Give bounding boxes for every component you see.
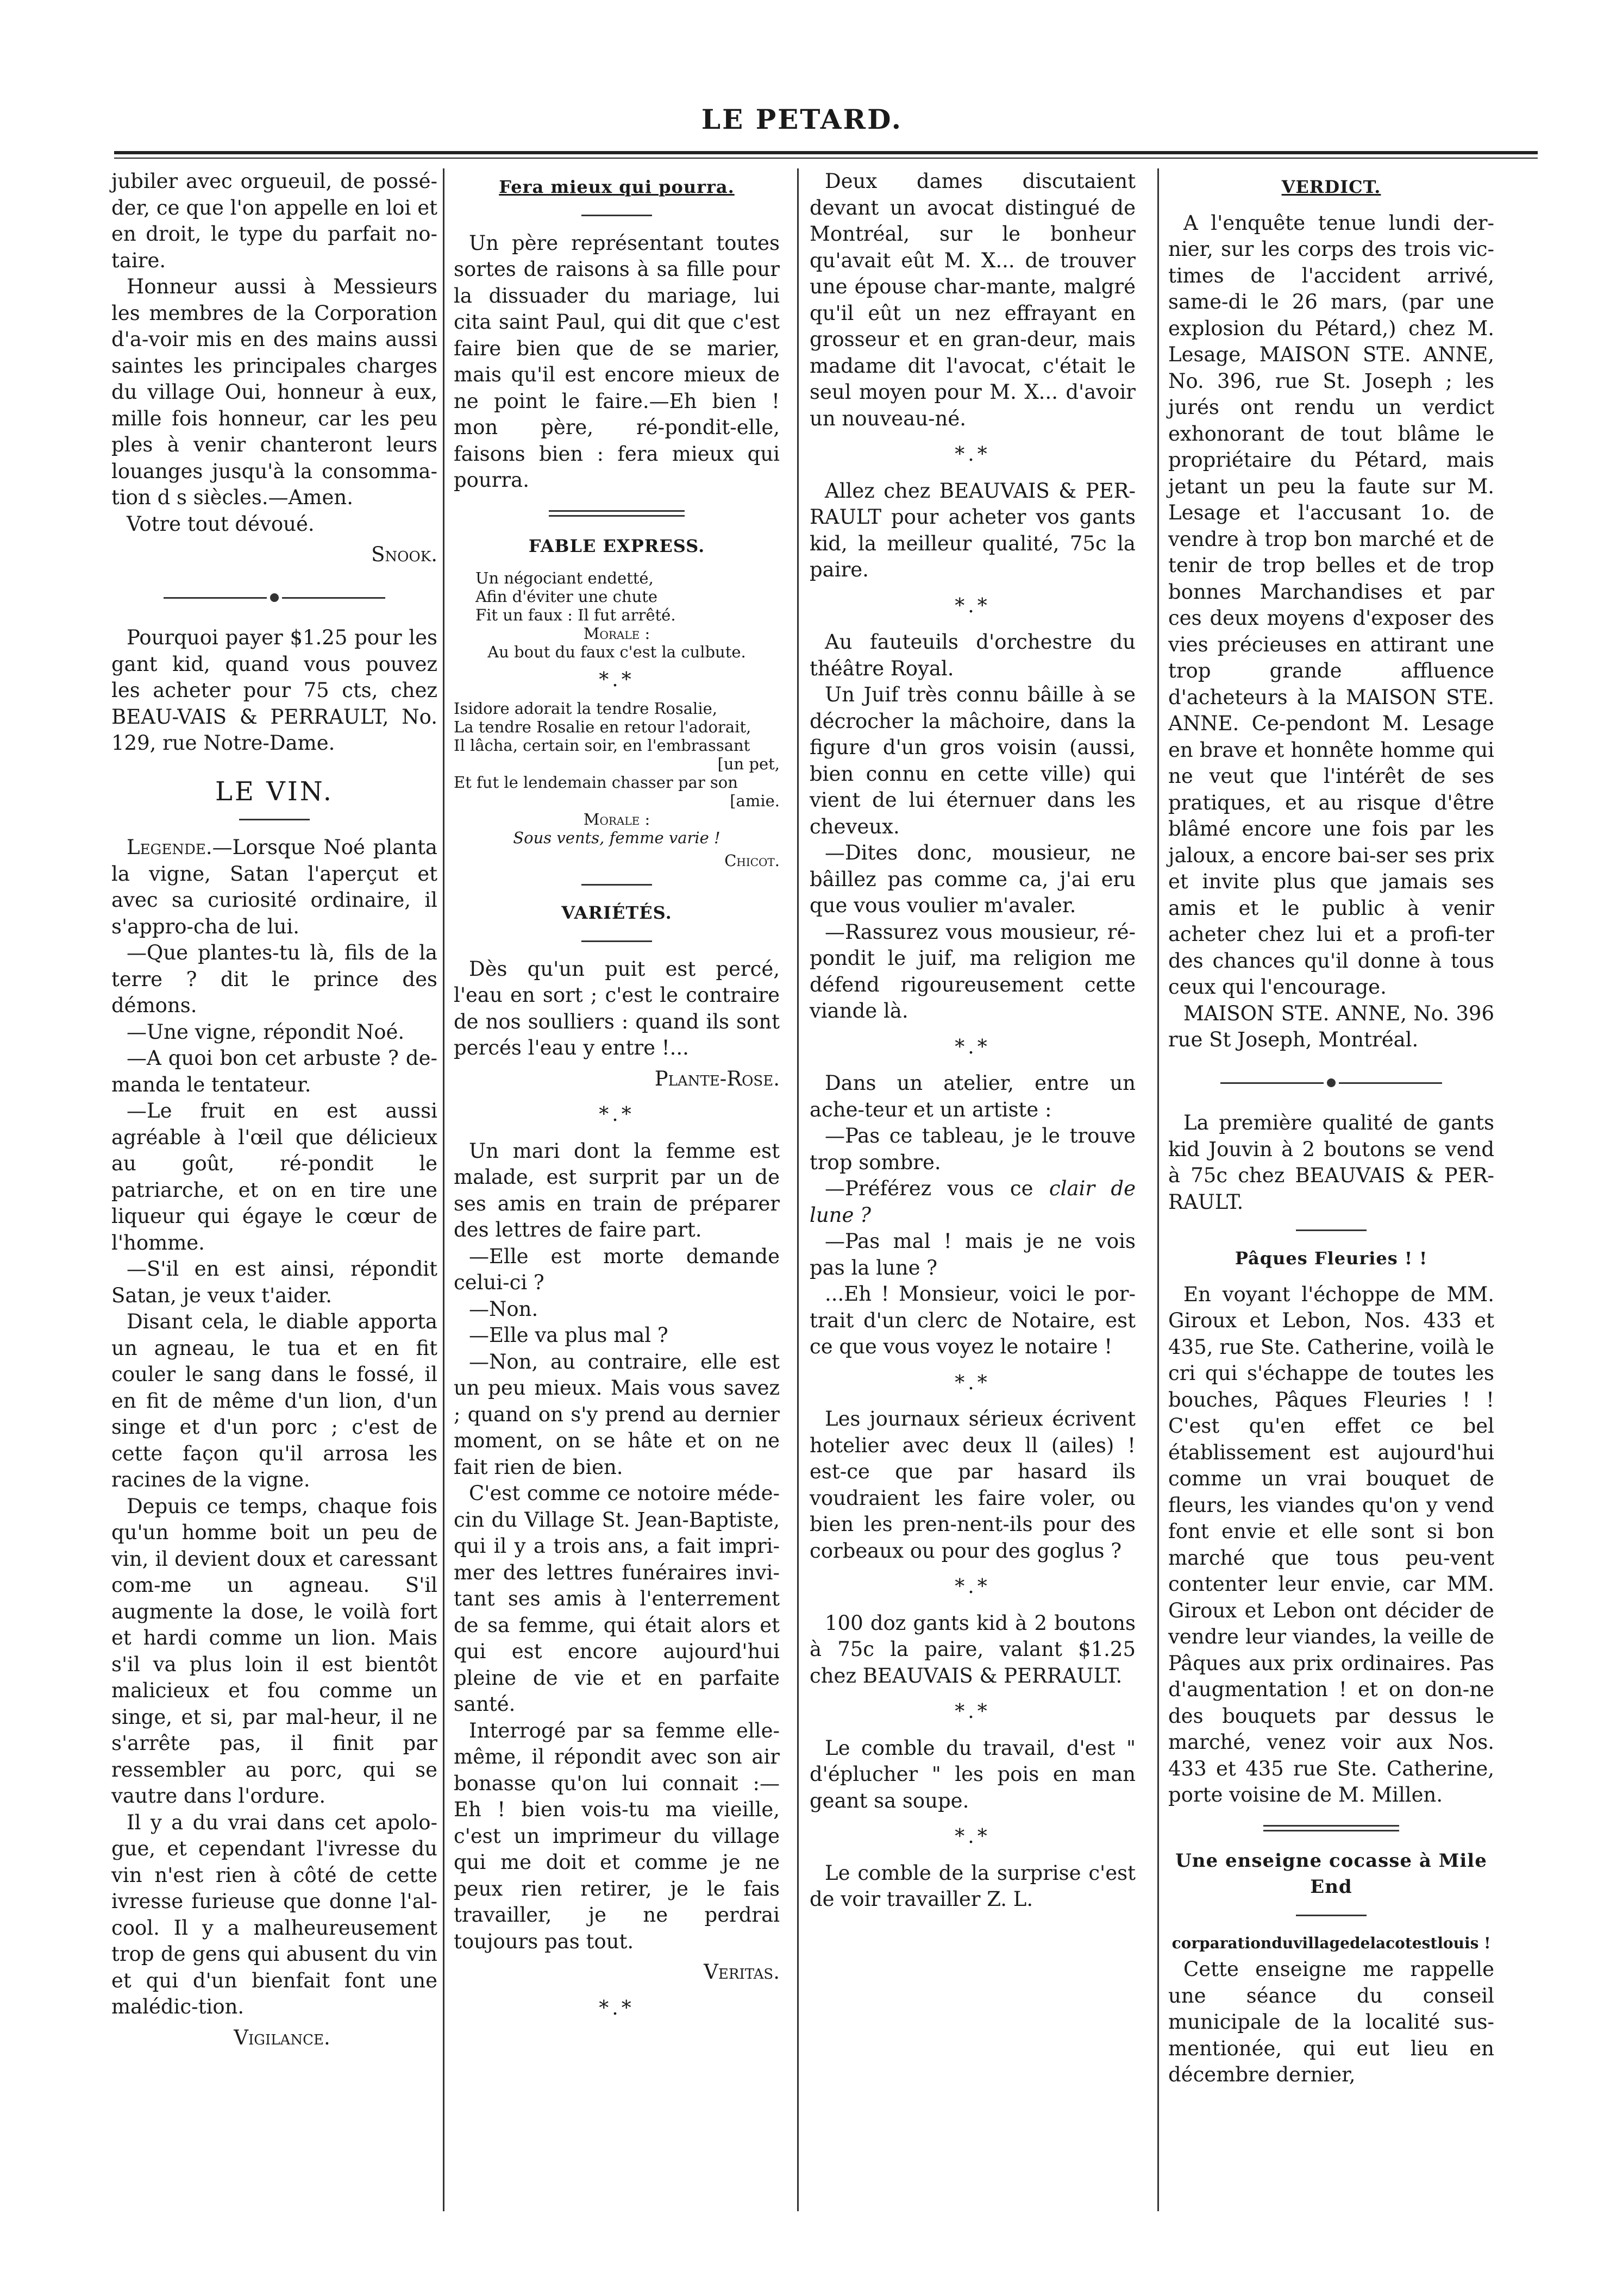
section-heading: VERDICT. — [1281, 177, 1381, 197]
morale-label: Morale : — [583, 810, 650, 829]
paragraph: Votre tout dévoué. — [127, 512, 315, 536]
paragraph: Depuis ce temps, chaque fois qu'un homme boit un peu de vin, il devient doux et caressant com-me un agneau. S'il augmente la dose, le voilà fort et hardi comme un lion. Mais s'il va plus loin il est bientôt malicieux et fou comme un singe, et si, par mal-heur, il ne s'arrête pas, il finit par ressembler au porc, qui se vautre dans l'ordure. — [111, 1494, 437, 1808]
paragraph: Un Juif très connu bâille à se décrocher la mâchoire, dans la figure d'un gros voisin (aussi, bien connu en cette ville) qui vient de lui éternuer dans les cheveux. — [810, 683, 1136, 838]
verse-line: [amie. — [730, 792, 780, 810]
paragraph: —Rassurez vous mousieur, ré-pondit le juif, ma religion me défend rigoureusement cette viande là. — [810, 920, 1136, 1022]
asterism: *.* — [955, 1371, 991, 1394]
double-rule — [549, 510, 685, 517]
ornament-divider — [1168, 1069, 1494, 1095]
paragraph: MAISON STE. ANNE, No. 396 rue St Joseph, Montréal. — [1168, 1001, 1494, 1051]
asterism: *.* — [955, 1036, 991, 1058]
advertisement: La première qualité de gants kid Jouvin à 2 boutons se vend à 75c chez BEAUVAIS & PER-RAULT. — [1168, 1111, 1494, 1214]
paragraph — [810, 1176, 1136, 1228]
column-4 — [1168, 168, 1494, 2088]
paragraph: —S'il en est ainsi, répondit Satan, je veux t'aider. — [111, 1257, 437, 1307]
paragraph: —Que plantes-tu là, fils de la terre ? dit le prince des démons. — [111, 941, 437, 1017]
asterism: *.* — [955, 594, 991, 617]
advertisement: Pourquoi payer $1.25 pour les gant kid, quand vous pouvez les acheter pour 75 cts, chez BEAU-VAIS & PERRAULT, No. 129, rue Notre-Dame. — [111, 626, 437, 755]
dialogue-text: —Préférez vous ce — [825, 1177, 1049, 1200]
verse-line: Isidore adorait la tendre Rosalie, — [454, 699, 717, 718]
paragraph: Au fauteuils d'orchestre du théâtre Royal. — [810, 630, 1136, 680]
verse-line: Un négociant endetté, — [475, 569, 654, 587]
paragraph: C'est comme ce notoire méde-cin du Village St. Jean-Baptiste, qui il y a trois ans, a fait impri-mer des lettres funéraires invi-tant ses amis à l'enterrement de sa femme, qui était alors et qui est encore aujourd'hui pleine de vie et en parfaite santé. — [454, 1482, 780, 1716]
column-divider — [1157, 168, 1159, 2211]
paragraph: —Elle est morte demande celui-ci ? — [454, 1244, 780, 1294]
section-heading: Une enseigne cocasse à Mile End — [1175, 1849, 1487, 1898]
verse-line: Au bout du faux c'est la culbute. — [487, 643, 746, 661]
divider — [581, 884, 652, 886]
paragraph: Les journaux sérieux écrivent hotelier avec deux ll (ailes) ! est-ce que par hasard ils voudraient les faire voler, ou bien les pren-nent-ils pour des corbeaux ou pour des goglus ? — [810, 1407, 1136, 1563]
paragraph: Il y a du vrai dans cet apolo-gue, et cependant l'ivresse du vin n'est rien à côté de cette ivresse furieuse que donne l'al-cool. Il y a malheureusement trop de gens qui abusent du vin et qui d'un bienfait font une malédic-tion. — [111, 1810, 437, 2018]
paragraph: —Non, au contraire, elle est un peu mieux. Mais vous savez ; quand on s'y prend au dernier moment, on se hâte et on ne fait rien de bien. — [454, 1350, 780, 1479]
advertisement: 100 doz gants kid à 2 boutons à 75c la paire, valant $1.25 chez BEAUVAIS & PERRAULT. — [810, 1611, 1136, 1688]
paragraph: Interrogé par sa femme elle-même, il répondit avec son air bonasse qu'on lui connait :— Eh ! bien vois-tu ma vieille, c'est un imprimeur du village qui me doit et comme je ne peux rien retirer, je le fais travailler, je ne perdrai toujours pas tout. — [454, 1718, 780, 1953]
double-rule — [1263, 1825, 1399, 1831]
verse-line: Sous vents, femme varie ! — [513, 829, 720, 847]
paragraph: Honneur aussi à Messieurs les membres de la Corporation d'a-voir mis en des mains aussi saintes les principales charges du village Oui, honneur à eux, mille fois honneur, car les peu ples à venir chanteront leurs louanges jusqu'à la consomma-tion d s siècles.—Amen. — [111, 275, 437, 509]
verse-line: La tendre Rosalie en retour l'adorait, — [454, 718, 751, 736]
column-divider — [443, 168, 444, 2211]
paragraph: Cette enseigne me rappelle une séance du conseil municipale de la localité sus-mentionée, qui eut lieu en décembre dernier, — [1168, 1958, 1494, 2086]
header-rule — [114, 151, 1538, 154]
asterism: *.* — [955, 1825, 991, 1848]
morale-label: Morale : — [583, 624, 650, 643]
paragraph: —Pas ce tableau, je le trouve trop sombre. — [810, 1124, 1136, 1174]
verse-line: Il lâcha, certain soir, en l'embrassant — [454, 736, 750, 755]
verse-line: Fit un faux : Il fut arrêté. — [475, 606, 676, 624]
divider — [581, 940, 652, 942]
paragraph: Dès qu'un puit est percé, l'eau en sort ; c'est le contraire de nos soulliers : quand ils sont percés l'eau y entre !... — [454, 957, 780, 1059]
divider — [239, 819, 310, 820]
paragraph: jubiler avec orgueuil, de possé-der, ce que l'on appelle en loi et en droit, le type du parfait no-taire. — [111, 170, 437, 272]
signature: Chicot. — [724, 851, 780, 870]
ornament-divider — [111, 584, 437, 610]
paragraph: Le comble du travail, d'est " d'éplucher " les pois en man geant sa soupe. — [810, 1736, 1136, 1812]
paragraph: ...Eh ! Monsieur, voici le por-trait d'un clerc de Notaire, est ce que vous voyez le notaire ! — [810, 1282, 1136, 1358]
fable-block — [454, 569, 780, 870]
verse-line: Et fut le lendemain chasser par son — [454, 773, 738, 792]
article-title: LE VIN. — [215, 776, 334, 807]
dialogue-italic: clair de lune ? — [810, 1177, 1136, 1227]
paragraph: —Le fruit en est aussi agréable à l'œil que délicieux au goût, ré-pondit le patriarche, et on en tire une liqueur qui égaye le cœur de l'homme. — [111, 1099, 437, 1254]
paragraph: A l'enquête tenue lundi der-nier, sur les corps des trois vic-times de l'accident arrivé, same-di le 26 mars, (par une explosion du Pétard,) chez M. Lesage, MAISON STE. ANNE, No. 396, rue St. Joseph ; les jurés ont rendu un verdict exhonorant de tout blâme le propriétaire du Pétard, mais jetant un peu la faute sur M. Lesage et l'accusant 1o. de vendre à trop bon marché et de tenir de trop belles et de trop bonnes Marchandises et par ces deux moyens d'exposer des vies précieuses en attirant une trop grande affluence d'acheteurs à la MAISON STE. ANNE. Ce-pendont M. Lesage en brave et honnête homme qui ne veut que l'intérêt de ses pratiques, et au risque d'être blâmé encore une fois par les jaloux, a encore bai-ser ses prix et invite plus que jamais ses amis et le public à venir acheter chez lui et a profi-ter des chances qu'il donne à tous ceux qui l'encourage. — [1168, 211, 1494, 999]
asterism: *.* — [599, 1103, 635, 1126]
column-1 — [111, 168, 437, 2056]
paragraph: —Elle va plus mal ? — [469, 1323, 668, 1347]
advertisement: Allez chez BEAUVAIS & PER-RAULT pour acheter vos gants kid, la meilleur qualité, 75c la paire. — [810, 479, 1136, 581]
section-heading: Pâques Fleuries ! ! — [1235, 1248, 1428, 1269]
paragraph — [111, 835, 437, 940]
divider — [581, 215, 652, 216]
signature: Snook. — [371, 543, 437, 566]
header-rule-thin — [114, 158, 1538, 159]
paragraph: Le comble de la surprise c'est de voir travailler Z. L. — [810, 1861, 1136, 1911]
column-3 — [810, 168, 1136, 1913]
signature: Veritas. — [704, 1960, 780, 1984]
signature: Plante-Rose. — [654, 1067, 780, 1090]
paragraph: —A quoi bon cet arbuste ? de-manda le tentateur. — [111, 1046, 437, 1096]
paragraph: Un mari dont la femme est malade, est surprit par un de ses amis en train de préparer des lettres de faire part. — [454, 1139, 780, 1241]
paragraph: —Une vigne, répondit Noé. — [127, 1020, 405, 1044]
paragraph: Un père représentant toutes sortes de raisons à sa fille pour la dissuader du mariage, lui cita saint Paul, qui dit que c'est faire bien que de se marier, mais qu'il est encore mieux de ne point le faire.—Eh bien ! mon père, ré-pondit-elle, faisons bien : fera mieux qui pourra. — [454, 231, 780, 492]
asterism: *.* — [955, 443, 991, 466]
paragraph: Deux dames discutaient devant un avocat distingué de Montréal, sur le bonheur qu'avait eût M. X... de trouver une épouse char-mante, malgré qu'il eût un nez effrayant en grosseur et en gran-deur, mais madame dit l'avocat, c'était le seul moyen pour M. X... d'avoir un nouveau-né. — [810, 170, 1136, 430]
asterism: *.* — [955, 1701, 991, 1723]
signature: Vigilance. — [234, 2025, 330, 2049]
divider — [1296, 1229, 1367, 1231]
paragraph: Disant cela, le diable apporta un agneau, le tua et en fit couler le sang dans le fossé, il en fit de même d'un lion, d'un singe et d'un porc ; c'est de cette façon qu'il arrosa les racines de la vigne. — [111, 1310, 437, 1491]
paragraph: —Non. — [469, 1297, 538, 1321]
section-heading: VARIÉTÉS. — [561, 902, 672, 923]
verse-line: Afin d'éviter une chute — [475, 587, 658, 606]
verse-line: [un pet, — [717, 755, 780, 773]
paragraph: En voyant l'échoppe de MM. Giroux et Lebon, Nos. 433 et 435, rue Ste. Catherine, voilà le cri qui s'échappe de toutes les bouches, Pâques Fleuries ! ! C'est qu'en effet ce bel établissement est aujourd'hui comme un vrai bouquet de fleurs, les viandes qu'on y vend font envie et elle sont si bon marché que tous peu-vent contenter leur envie, car MM. Giroux et Lebon ont décider de vendre leur viandes, la veille de Pâques aux prix ordinaires. Pas d'augmentation ! et on don-ne des bouquets par dessus le marché, venez voir aux Nos. 433 et 435 rue Ste. Catherine, porte voisine de M. Millen. — [1168, 1282, 1494, 1806]
masthead-title: LE PETARD. — [701, 103, 903, 135]
asterism: *.* — [955, 1576, 991, 1598]
section-heading: FABLE EXPRESS. — [528, 535, 705, 556]
asterism: *.* — [599, 1997, 635, 2019]
paragraph: Dans un atelier, entre un ache-teur et un artiste : — [810, 1071, 1136, 1121]
subheading: corparationduvillagedelacotestlouis ! — [1171, 1934, 1491, 1952]
section-heading: Fera mieux qui pourra. — [499, 177, 735, 197]
legend-label: Legende. — [127, 836, 212, 859]
asterism: *.* — [599, 669, 635, 691]
column-divider — [797, 168, 799, 2211]
divider — [1296, 1915, 1367, 1916]
paragraph: —Pas mal ! mais je ne vois pas la lune ? — [810, 1229, 1136, 1279]
paragraph: —Dites donc, mousieur, ne bâillez pas comme ca, j'ai eru que vous voulier m'avaler. — [810, 841, 1136, 917]
legend-text: —Lorsque Noé planta la vigne, Satan l'aperçut et avec sa curiosité ordinaire, il s'appro-cha de lui. — [111, 836, 437, 938]
column-2 — [454, 168, 780, 2031]
